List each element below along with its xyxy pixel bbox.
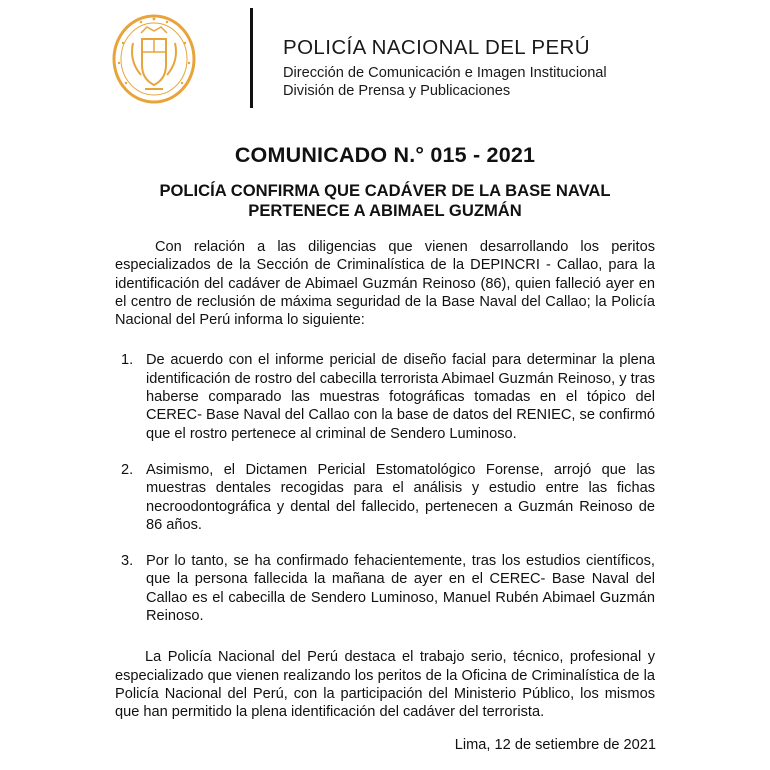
header-divider xyxy=(250,8,253,108)
findings-list xyxy=(115,351,655,625)
closing-paragraph: La Policía Nacional del Perú destaca el trabajo serio, técnico, profesional y especializado que vienen realizando los peritos de la Oficina de Criminalística de la Policía Nacional del Perú, con la participación del Ministerio Público, los mismos que han permitido la plena identificación del cadáver del terrorista. xyxy=(115,649,655,721)
communique-headline xyxy=(0,181,770,221)
list-item-number: 2. xyxy=(121,461,134,478)
department-name: Dirección de Comunicación e Imagen Institucional xyxy=(283,64,607,81)
organization-name: POLICÍA NACIONAL DEL PERÚ xyxy=(283,36,590,59)
list-item-text: De acuerdo con el informe pericial de diseño facial para determinar la plena identificación de rostro del cabecilla terrorista Abimael Guzmán Reinoso, y tras haberse comparado las muestras fotográficas tomadas en el tópico del CEREC- Base Naval del Callao con la base de datos del RENIEC, se confirmó que el rostro pertenece al criminal de Sendero Luminoso. xyxy=(146,352,655,442)
letterhead xyxy=(283,38,607,103)
list-item xyxy=(115,552,655,625)
communique-title: COMUNICADO N.° 015 - 2021 xyxy=(234,143,536,167)
headline-line: PERTENECE A ABIMAEL GUZMÁN xyxy=(248,201,522,220)
list-item xyxy=(115,461,655,534)
list-item-number: 1. xyxy=(121,352,134,369)
list-item-text: Por lo tanto, se ha confirmado fehacientemente, tras los estudios científicos, que la persona fallecida la mañana de ayer en el CEREC- Base Naval del Callao es el cabecilla de Sendero Luminoso, Manuel Rubén Abimael Guzmán Reinoso. xyxy=(146,553,655,625)
communique-body xyxy=(115,238,655,722)
list-item xyxy=(115,351,655,442)
signature-date: Lima, 12 de setiembre de 2021 xyxy=(454,737,656,753)
intro-paragraph: Con relación a las diligencias que vienen desarrollando los peritos especializados de la Sección de Criminalística de la DEPINCRI - Callao, para la identificación del cadáver de Abimael Guzmán Reinoso (86), quien falleció ayer en el centro de reclusión de máxima seguridad de la Base Naval del Callao; la Policía Nacional del Perú informa lo siguiente: xyxy=(115,239,655,329)
list-item-number: 3. xyxy=(121,553,134,570)
division-name: División de Prensa y Publicaciones xyxy=(283,83,511,100)
headline-line: POLICÍA CONFIRMA QUE CADÁVER DE LA BASE NAVAL xyxy=(159,181,611,200)
list-item-text: Asimismo, el Dictamen Pericial Estomatológico Forense, arrojó que las muestras dentales recogidas para el análisis y estudio entre las fichas necroodontográfica y dental del fallecido, pertenecen a Guzmán Reinoso de 86 años. xyxy=(146,461,655,533)
pnp-seal-icon xyxy=(111,13,197,105)
